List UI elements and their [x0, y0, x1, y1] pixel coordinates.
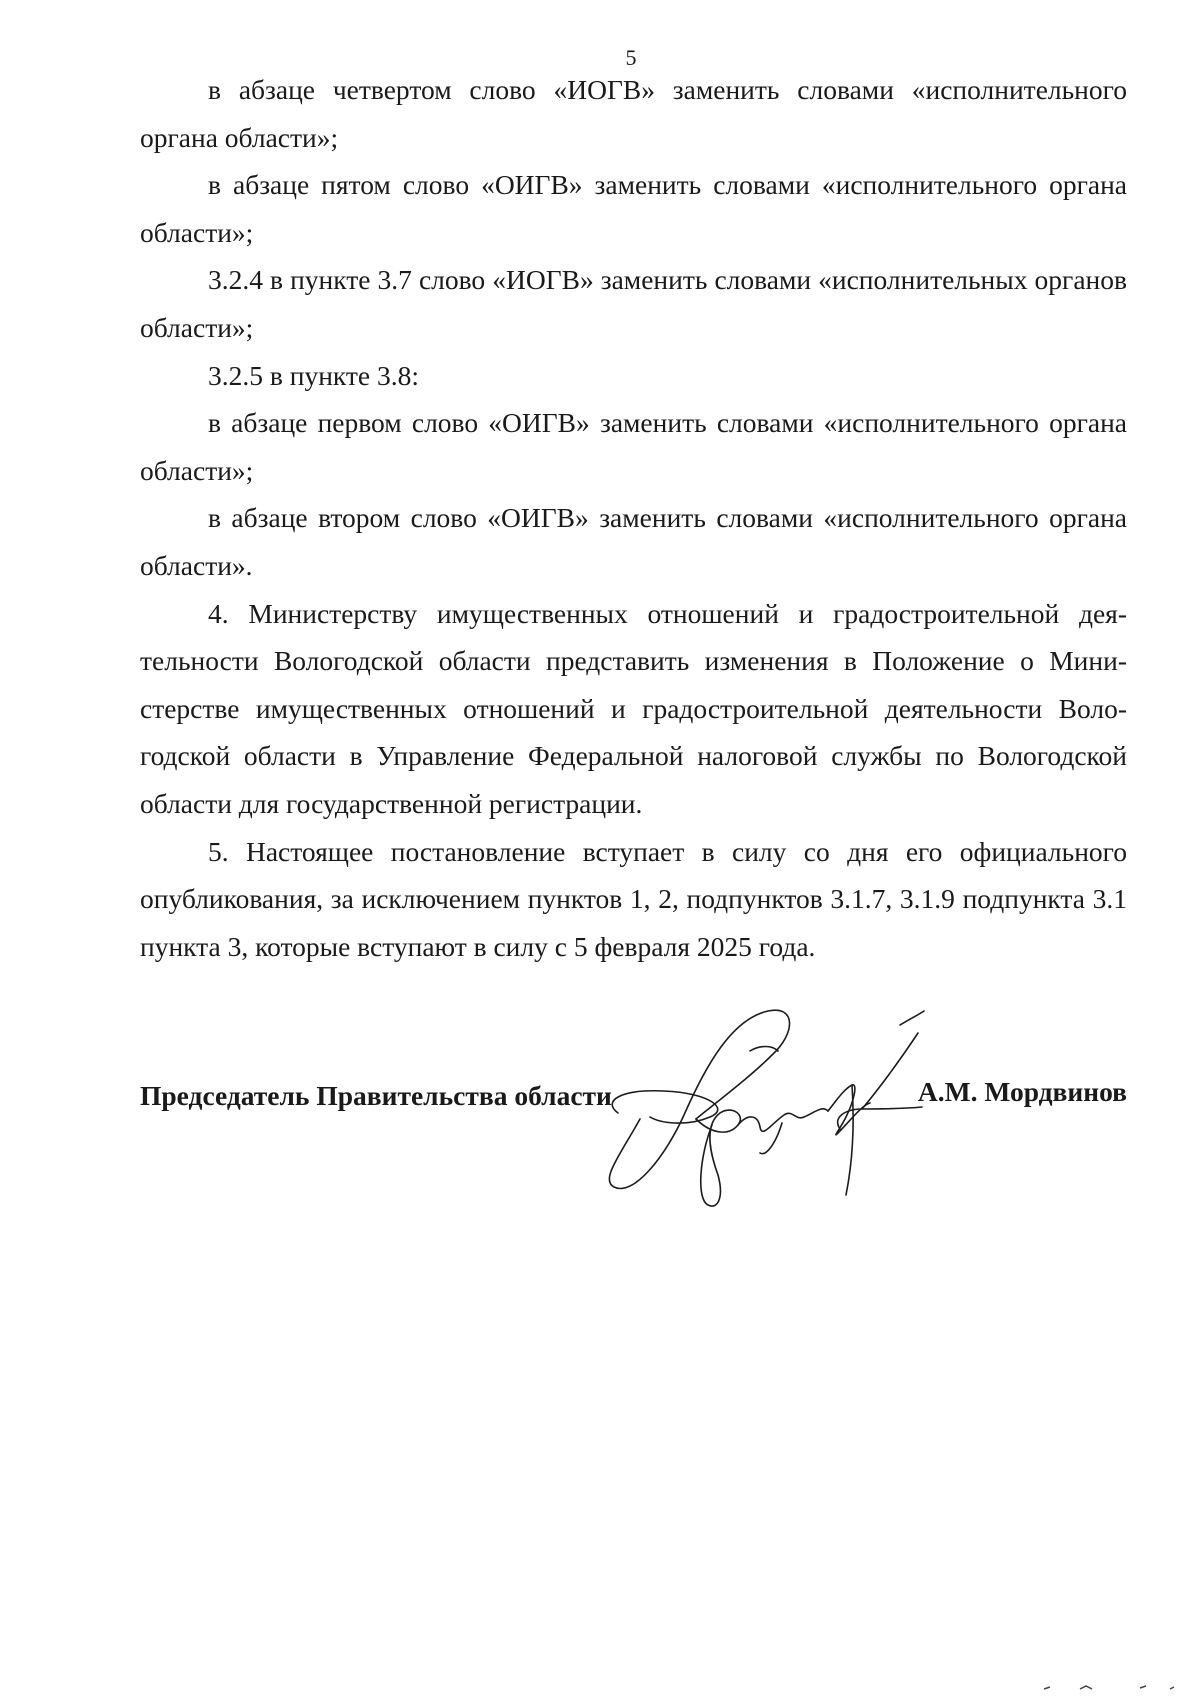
- paragraph-3-2-5: 3.2.5 в пункте 3.8:: [208, 359, 420, 391]
- signer-name: А.М. Мордвинов: [917, 1076, 1127, 1107]
- paragraph-abzats-5: в абзаце пятом слово «ОИГВ» заменить словами «исполнительного органа области»;: [140, 169, 1127, 248]
- paragraph-3-2-5-abzats-2: в абзаце втором слово «ОИГВ» заменить словами «исполнительного органа области».: [140, 502, 1127, 581]
- paragraph-3-2-5-abzats-1: в абзаце первом слово «ОИГВ» заменить словами «исполнительного органа области»;: [140, 407, 1127, 486]
- paragraph-3-2-4: 3.2.4 в пункте 3.7 слово «ИОГВ» заменить словами «исполнительных органов области»;: [140, 264, 1127, 343]
- paragraph-abzats-4: в абзаце четвертом слово «ИОГВ» заменить словами «исполнительного органа области»;: [140, 74, 1127, 153]
- paragraph-4: 4. Министерству имущественных отношений и градостроительной деятельности Вологодской области представить изменения в Положение о Министерстве имущественных отношений и градостроительной деятельности Вологодской области в Управление Федеральной налоговой службы по Вологодской области для государственной регистрации.: [140, 597, 1127, 819]
- scan-artifact: [1040, 1680, 1180, 1692]
- signer-title: Председатель Правительства области: [140, 1080, 612, 1111]
- document-body: [140, 66, 1127, 970]
- page-number: 5: [625, 45, 637, 70]
- signature-block: [140, 1076, 1127, 1116]
- paragraph-5: 5. Настоящее постановление вступает в силу со дня его официального опубликования, за исключением пунктов 1, 2, подпунктов 3.1.7, 3.1.9 подпункта 3.1 пункта 3, которые вступают в силу с 5 февраля 2025 года.: [140, 835, 1127, 962]
